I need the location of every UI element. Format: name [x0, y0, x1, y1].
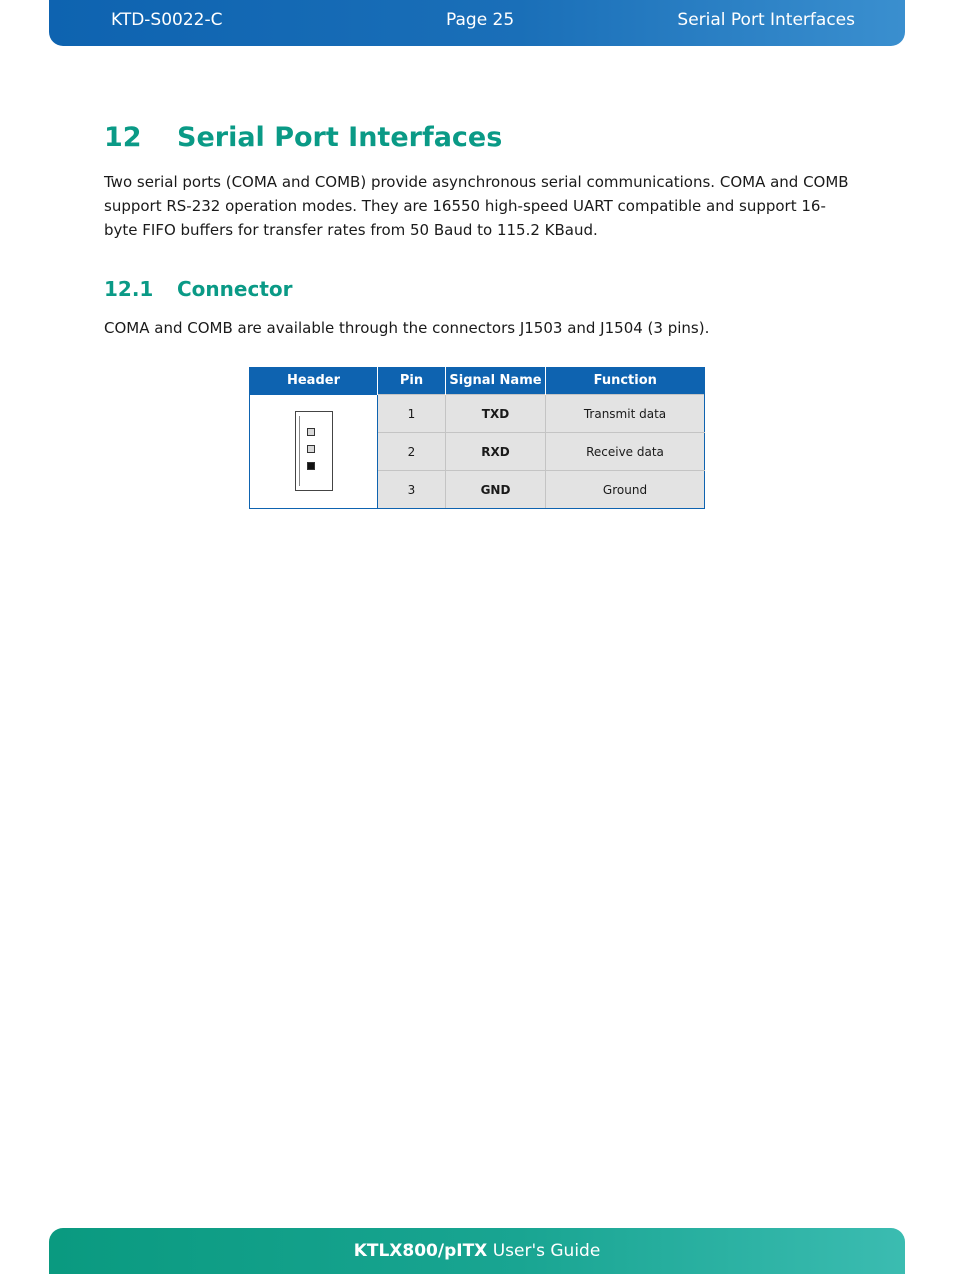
- page-header-bar: [49, 0, 905, 46]
- pin-cell: 1: [378, 395, 446, 433]
- column-header-pin: Pin: [378, 367, 446, 395]
- pin-cell: 3: [378, 471, 446, 509]
- section-number: 12: [104, 122, 142, 153]
- table-row: [250, 395, 705, 433]
- connector-diagram-cell: [250, 395, 378, 509]
- section-title-text: Serial Port Interfaces: [177, 122, 503, 153]
- page-footer-bar: [49, 1228, 905, 1274]
- signal-name-cell: RXD: [446, 433, 546, 471]
- subsection-title-text: Connector: [177, 277, 293, 301]
- footer-guide-label: User's Guide: [487, 1241, 601, 1261]
- document-id: KTD-S0022-C: [111, 10, 223, 30]
- pin-1-marker: [307, 428, 315, 436]
- table-header-row: [250, 367, 705, 395]
- function-cell: Receive data: [546, 433, 705, 471]
- pin-2-marker: [307, 445, 315, 453]
- column-header-header: Header: [250, 367, 378, 395]
- page-number: Page 25: [446, 10, 515, 30]
- connector-pin-diagram: [295, 411, 333, 491]
- function-cell: Transmit data: [546, 395, 705, 433]
- footer-product-name: KTLX800/pITX: [353, 1241, 488, 1261]
- chapter-title: Serial Port Interfaces: [677, 10, 855, 30]
- section-heading: [104, 122, 502, 153]
- footer-text: [49, 1241, 905, 1261]
- subsection-number: 12.1: [104, 277, 154, 301]
- subsection-heading: [104, 277, 292, 301]
- function-cell: Ground: [546, 471, 705, 509]
- signal-name-cell: TXD: [446, 395, 546, 433]
- subsection-paragraph: COMA and COMB are available through the connectors J1503 and J1504 (3 pins).: [104, 319, 710, 337]
- pin-3-marker: [307, 462, 315, 470]
- signal-name-cell: GND: [446, 471, 546, 509]
- section-intro-paragraph: Two serial ports (COMA and COMB) provide asynchronous serial communications. COMA and COMB support RS-232 operation modes. They are 16550 high-speed UART compatible and support 16-byte FIFO buffers for transfer rates from 50 Baud to 115.2 KBaud.: [104, 173, 849, 239]
- column-header-function: Function: [546, 367, 705, 395]
- pin-assignment-table: [249, 367, 705, 509]
- column-header-signal-name: Signal Name: [446, 367, 546, 395]
- pin-cell: 2: [378, 433, 446, 471]
